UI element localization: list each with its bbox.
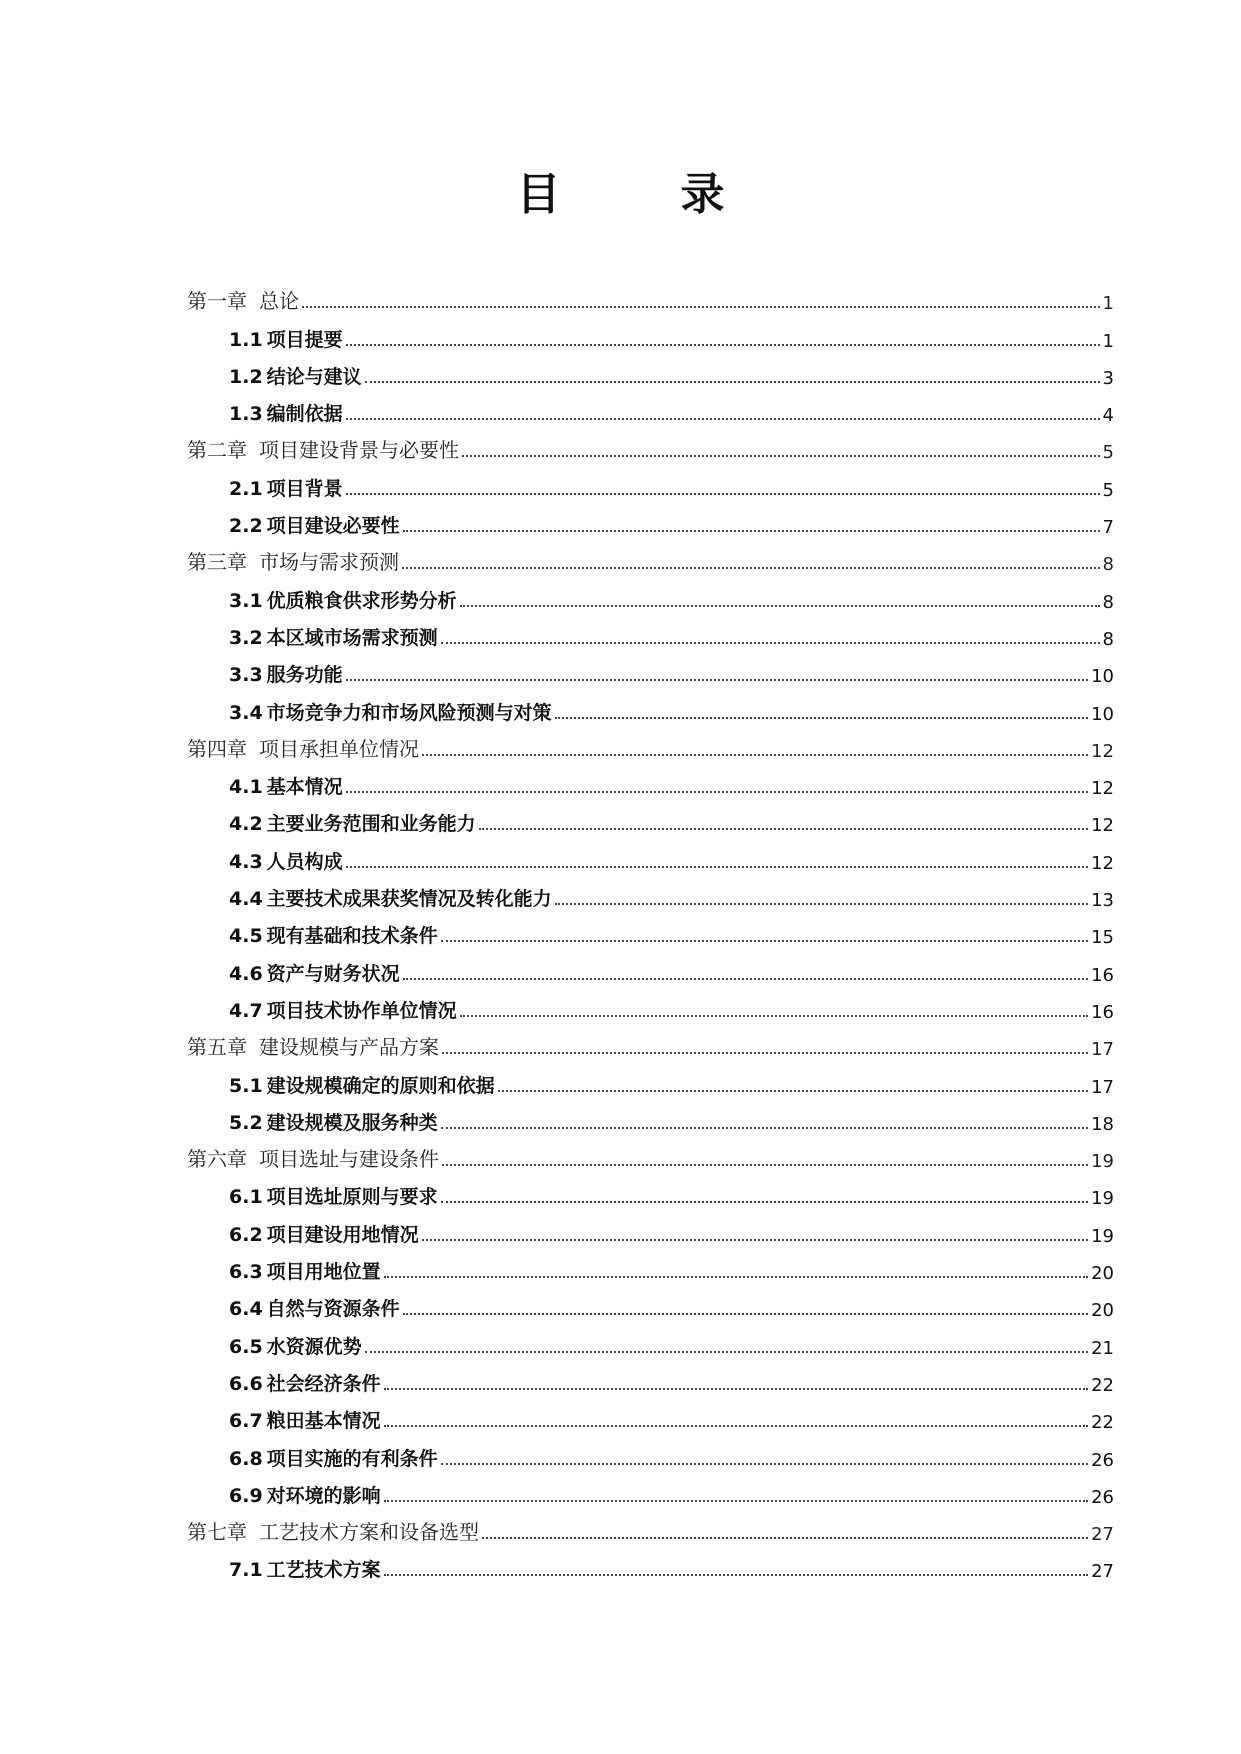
toc-entry-title: 工艺技术方案和设备选型: [259, 1520, 479, 1545]
toc-entry-number: 6.3: [229, 1261, 263, 1284]
dot-leader: [498, 1089, 1088, 1092]
toc-page-number: 8: [1102, 628, 1114, 650]
toc-entry-label: [229, 1071, 495, 1098]
dot-leader: [403, 529, 1100, 532]
toc-section-entry[interactable]: [187, 1103, 1114, 1140]
toc-entry-title: 项目承担单位情况: [259, 736, 419, 761]
toc-page-number: 17: [1091, 1039, 1114, 1061]
toc-page-number: 17: [1091, 1076, 1114, 1098]
toc-entry-number: 3.3: [229, 664, 263, 687]
toc-section-entry[interactable]: [187, 879, 1114, 916]
dot-leader: [422, 1238, 1088, 1241]
toc-page-number: 5: [1102, 479, 1114, 501]
dot-leader: [555, 902, 1088, 905]
toc-section-entry[interactable]: [187, 767, 1114, 804]
toc-entry-title: 项目背景: [266, 477, 343, 500]
dot-leader: [422, 753, 1088, 756]
toc-chapter-entry[interactable]: [187, 1028, 1114, 1065]
toc-page-number: 7: [1102, 517, 1114, 539]
toc-entry-title: 基本情况: [266, 776, 343, 799]
toc-page-number: 20: [1091, 1300, 1114, 1322]
toc-entry-number: 4.2: [229, 813, 263, 836]
dot-leader: [346, 678, 1088, 681]
dot-leader: [460, 1014, 1088, 1017]
toc-entry-number: 6.9: [229, 1484, 263, 1507]
dot-leader: [384, 1499, 1088, 1502]
toc-entry-title: 项目建设背景与必要性: [259, 438, 459, 463]
toc-entry-label: [229, 511, 400, 538]
toc-section-entry[interactable]: [187, 580, 1114, 617]
toc-entry-label: [187, 546, 399, 575]
toc-entry-label: [229, 1257, 381, 1284]
toc-section-entry[interactable]: [187, 953, 1114, 990]
toc-entry-label: [229, 1444, 438, 1471]
toc-entry-number: 4.4: [229, 888, 263, 911]
toc-page-number: 10: [1091, 666, 1114, 688]
dot-leader: [482, 1536, 1088, 1539]
toc-entry-number: 6.7: [229, 1410, 263, 1433]
toc-entry-number: 第四章: [187, 736, 247, 761]
dot-leader: [403, 1312, 1088, 1315]
toc-entry-label: [229, 474, 343, 501]
toc-chapter-entry[interactable]: [187, 730, 1114, 767]
toc-entry-title: 项目选址原则与要求: [266, 1186, 438, 1209]
toc-entry-number: 1.2: [229, 365, 263, 388]
dot-leader: [346, 865, 1088, 868]
dot-leader: [365, 1350, 1088, 1353]
toc-entry-title: 项目实施的有利条件: [266, 1447, 438, 1470]
toc-entry-label: [229, 996, 457, 1023]
toc-chapter-entry[interactable]: [187, 282, 1114, 319]
toc-page-number: 1: [1102, 293, 1114, 315]
toc-entry-number: 4.5: [229, 925, 263, 948]
toc-entry-number: 1.1: [229, 328, 263, 351]
toc-entry-label: [187, 733, 419, 762]
toc-entry-label: [229, 660, 343, 687]
toc-chapter-entry[interactable]: [187, 1140, 1114, 1177]
dot-leader: [442, 1051, 1088, 1054]
toc-section-entry[interactable]: [187, 1364, 1114, 1401]
toc-entry-number: 第六章: [187, 1147, 247, 1172]
toc-entry-number: 7.1: [229, 1559, 263, 1582]
toc-entry-number: 6.4: [229, 1298, 263, 1321]
toc-section-entry[interactable]: [187, 1326, 1114, 1363]
toc-entry-title: 自然与资源条件: [266, 1298, 400, 1321]
toc-section-entry[interactable]: [187, 506, 1114, 543]
toc-entry-label: [229, 1220, 419, 1247]
toc-entry-label: [229, 1332, 362, 1359]
toc-entry-label: [229, 362, 362, 389]
toc-section-entry[interactable]: [187, 692, 1114, 729]
toc-entry-number: 5.2: [229, 1111, 263, 1134]
toc-entry-label: [229, 921, 438, 948]
toc-page-number: 22: [1091, 1374, 1114, 1396]
toc-page-number: 16: [1091, 1001, 1114, 1023]
toc-entry-number: 4.3: [229, 850, 263, 873]
toc-page-number: 27: [1091, 1524, 1114, 1546]
dot-leader: [441, 1462, 1088, 1465]
toc-page-number: 19: [1091, 1225, 1114, 1247]
toc-entry-title: 水资源优势: [266, 1335, 362, 1358]
toc-page-number: 12: [1091, 852, 1114, 874]
toc-chapter-entry[interactable]: [187, 543, 1114, 580]
toc-chapter-entry[interactable]: [187, 431, 1114, 468]
toc-page-number: 19: [1091, 1151, 1114, 1173]
toc-page-number: 21: [1091, 1337, 1114, 1359]
title-char-1: 目: [516, 169, 561, 220]
toc-section-entry[interactable]: [187, 991, 1114, 1028]
toc-entry-label: [229, 586, 457, 613]
toc-section-entry[interactable]: [187, 1252, 1114, 1289]
dot-leader: [402, 566, 1100, 569]
toc-page-number: 8: [1102, 591, 1114, 613]
toc-entry-title: 工艺技术方案: [266, 1559, 381, 1582]
toc-entry-number: 3.1: [229, 589, 263, 612]
dot-leader: [441, 1126, 1088, 1129]
dot-leader: [460, 604, 1100, 607]
toc-section-entry[interactable]: [187, 394, 1114, 431]
toc-page-number: 18: [1091, 1113, 1114, 1135]
dot-leader: [384, 1573, 1088, 1576]
toc-section-entry[interactable]: [187, 1476, 1114, 1513]
toc-entry-title: 项目建设必要性: [266, 515, 400, 538]
toc-entry-label: [229, 847, 343, 874]
toc-section-entry[interactable]: [187, 916, 1114, 953]
toc-entry-label: [229, 399, 343, 426]
toc-page-number: 4: [1102, 405, 1114, 427]
toc-section-entry[interactable]: [187, 804, 1114, 841]
dot-leader: [555, 716, 1088, 719]
toc-page-number: 27: [1091, 1561, 1114, 1583]
toc-entry-label: [229, 1555, 381, 1582]
toc-entry-title: 主要业务范围和业务能力: [266, 813, 476, 836]
toc-entry-title: 对环境的影响: [266, 1484, 381, 1507]
toc-entry-number: 2.1: [229, 477, 263, 500]
dot-leader: [346, 417, 1100, 420]
toc-entry-title: 结论与建议: [266, 365, 362, 388]
toc-entry-number: 1.3: [229, 403, 263, 426]
toc-entry-title: 现有基础和技术条件: [266, 925, 438, 948]
toc-entry-number: 6.8: [229, 1447, 263, 1470]
toc-entry-number: 4.1: [229, 776, 263, 799]
dot-leader: [384, 1387, 1088, 1390]
toc-page-number: 26: [1091, 1449, 1114, 1471]
toc-entry-title: 建设规模及服务种类: [266, 1111, 438, 1134]
toc-entry-label: [229, 1369, 381, 1396]
toc-entry-title: 编制依据: [266, 403, 343, 426]
toc-entry-label: [187, 1031, 439, 1060]
dot-leader: [302, 305, 1100, 308]
table-of-contents: [187, 282, 1114, 1587]
toc-entry-number: 第一章: [187, 289, 247, 314]
toc-entry-number: 6.6: [229, 1372, 263, 1395]
page-title: [0, 158, 1241, 222]
toc-entry-number: 第三章: [187, 550, 247, 575]
dot-leader: [442, 1163, 1088, 1166]
toc-entry-title: 人员构成: [266, 850, 343, 873]
toc-entry-title: 社会经济条件: [266, 1372, 381, 1395]
toc-entry-number: 2.2: [229, 515, 263, 538]
toc-section-entry[interactable]: [187, 1065, 1114, 1102]
toc-section-entry[interactable]: [187, 357, 1114, 394]
toc-section-entry[interactable]: [187, 1177, 1114, 1214]
toc-section-entry[interactable]: [187, 319, 1114, 356]
toc-entry-title: 主要技术成果获奖情况及转化能力: [266, 888, 552, 911]
toc-entry-title: 市场竞争力和市场风险预测与对策: [266, 701, 552, 724]
toc-entry-number: 6.5: [229, 1335, 263, 1358]
dot-leader: [346, 492, 1100, 495]
toc-entry-number: 第二章: [187, 438, 247, 463]
toc-entry-label: [229, 325, 343, 352]
toc-entry-label: [229, 1294, 400, 1321]
toc-page-number: 13: [1091, 890, 1114, 912]
toc-section-entry[interactable]: [187, 618, 1114, 655]
toc-entry-label: [229, 809, 476, 836]
toc-page-number: 8: [1102, 554, 1114, 576]
toc-entry-title: 项目提要: [266, 328, 343, 351]
toc-entry-label: [229, 1108, 438, 1135]
dot-leader: [365, 380, 1100, 383]
toc-entry-title: 项目建设用地情况: [266, 1223, 419, 1246]
toc-chapter-entry[interactable]: [187, 1513, 1114, 1550]
toc-section-entry[interactable]: [187, 1550, 1114, 1587]
toc-entry-label: [229, 1182, 438, 1209]
toc-entry-number: 第五章: [187, 1035, 247, 1060]
toc-entry-number: 6.2: [229, 1223, 263, 1246]
title-char-2: 录: [680, 169, 725, 220]
dot-leader: [441, 939, 1088, 942]
dot-leader: [346, 790, 1088, 793]
toc-entry-title: 建设规模确定的原则和依据: [266, 1074, 495, 1097]
dot-leader: [441, 641, 1100, 644]
toc-page-number: 12: [1091, 815, 1114, 837]
toc-entry-title: 项目用地位置: [266, 1261, 381, 1284]
toc-section-entry[interactable]: [187, 1401, 1114, 1438]
toc-page-number: 10: [1091, 703, 1114, 725]
toc-entry-title: 总论: [259, 289, 299, 314]
toc-page-number: 16: [1091, 964, 1114, 986]
toc-entry-number: 第七章: [187, 1520, 247, 1545]
toc-entry-label: [229, 623, 438, 650]
toc-entry-title: 粮田基本情况: [266, 1410, 381, 1433]
toc-page-number: 12: [1091, 778, 1114, 800]
dot-leader: [384, 1275, 1088, 1278]
toc-entry-title: 服务功能: [266, 664, 343, 687]
toc-page-number: 19: [1091, 1188, 1114, 1210]
toc-section-entry[interactable]: [187, 841, 1114, 878]
toc-entry-number: 5.1: [229, 1074, 263, 1097]
toc-entry-number: 4.6: [229, 962, 263, 985]
toc-entry-label: [187, 1143, 439, 1172]
toc-entry-label: [229, 959, 400, 986]
toc-entry-label: [187, 285, 299, 314]
toc-page-number: 1: [1102, 330, 1114, 352]
toc-section-entry[interactable]: [187, 655, 1114, 692]
toc-entry-number: 3.2: [229, 626, 263, 649]
toc-section-entry[interactable]: [187, 1438, 1114, 1475]
toc-section-entry[interactable]: [187, 1214, 1114, 1251]
dot-leader: [441, 1200, 1088, 1203]
dot-leader: [462, 454, 1100, 457]
toc-entry-number: 4.7: [229, 999, 263, 1022]
toc-entry-title: 资产与财务状况: [266, 962, 400, 985]
toc-entry-title: 项目技术协作单位情况: [266, 999, 457, 1022]
toc-page-number: 22: [1091, 1412, 1114, 1434]
toc-entry-label: [187, 434, 459, 463]
dot-leader: [403, 977, 1088, 980]
toc-page-number: 15: [1091, 927, 1114, 949]
toc-entry-title: 优质粮食供求形势分析: [266, 589, 457, 612]
toc-section-entry[interactable]: [187, 468, 1114, 505]
toc-entry-number: 6.1: [229, 1186, 263, 1209]
toc-entry-label: [229, 1406, 381, 1433]
toc-entry-label: [229, 1481, 381, 1508]
toc-entry-title: 本区域市场需求预测: [266, 626, 438, 649]
dot-leader: [384, 1424, 1088, 1427]
toc-section-entry[interactable]: [187, 1289, 1114, 1326]
toc-page-number: 3: [1102, 367, 1114, 389]
toc-entry-label: [229, 698, 552, 725]
toc-entry-title: 建设规模与产品方案: [259, 1035, 439, 1060]
toc-page-number: 26: [1091, 1486, 1114, 1508]
toc-entry-number: 3.4: [229, 701, 263, 724]
dot-leader: [346, 343, 1100, 346]
dot-leader: [479, 827, 1088, 830]
toc-page-number: 12: [1091, 740, 1114, 762]
toc-page-number: 20: [1091, 1263, 1114, 1285]
toc-page-number: 5: [1102, 442, 1114, 464]
toc-entry-label: [229, 772, 343, 799]
toc-entry-title: 市场与需求预测: [259, 550, 399, 575]
toc-entry-title: 项目选址与建设条件: [259, 1147, 439, 1172]
toc-entry-label: [229, 884, 552, 911]
toc-entry-label: [187, 1516, 479, 1545]
